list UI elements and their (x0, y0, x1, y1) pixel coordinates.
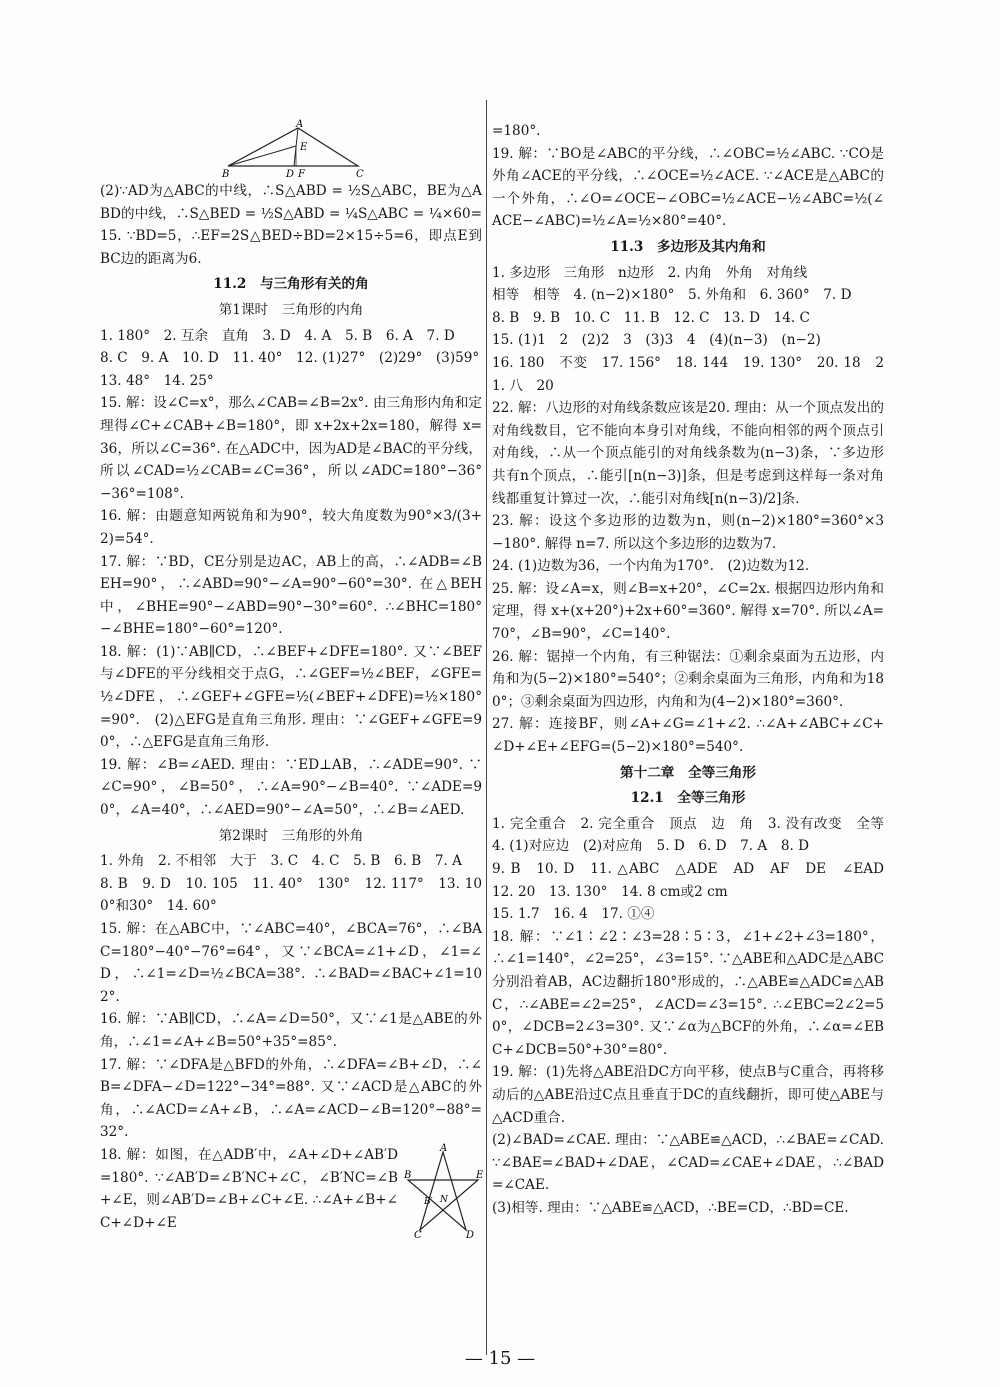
paragraph-text: 19. 解：(1)先将△ABE沿DC方向平移，使点B与C重合，再将移动后的△ABE沿过C点且垂直于DC的直线翻折，即可使△ABE与△ACD重合. (492, 1064, 884, 1126)
answer-paragraph (492, 1061, 884, 1129)
left-answers (100, 180, 484, 1241)
answer-paragraph (492, 307, 884, 330)
answer-paragraph (100, 347, 482, 370)
paragraph-text: 13. 48° 14. 25° (100, 372, 214, 389)
answer-paragraph (492, 143, 884, 233)
answer-paragraph (492, 397, 884, 510)
paragraph-text: 25. 解：设∠A=x，则∠B=x+20°，∠C=2x. 根据四边形内角和定理，得 x+(x+20°)+2x+60°=360°. 解得 x=70°. 所以∠A=70°，∠B=90°，∠C=140°. (492, 580, 884, 643)
column-divider (486, 100, 487, 1355)
answer-paragraph (100, 551, 482, 641)
svg-text:A: A (440, 1142, 448, 1154)
section-heading (100, 825, 482, 848)
section-heading (492, 787, 884, 810)
svg-text:B′: B′ (424, 1196, 433, 1207)
paragraph-text: =180°. (492, 123, 541, 139)
svg-text:C: C (414, 1229, 422, 1241)
svg-text:E: E (476, 1169, 484, 1181)
svg-text:B: B (404, 1169, 412, 1181)
svg-text:F: F (298, 169, 305, 180)
answer-paragraph (492, 120, 884, 143)
paragraph-text: 1. 多边形 三角形 n边形 2. 内角 外角 对角线 (492, 264, 808, 281)
svg-text:A: A (296, 119, 304, 130)
star-diagram (404, 1142, 484, 1241)
answer-paragraph (100, 1142, 484, 1241)
paragraph-text: 15. 解：在△ABC中，∵∠ABC=40°，∠BCA=76°，∴∠BAC=180°−40°−76°=64°，又∵∠BCA=∠1+∠D，∠1=∠D，∴∠1=∠D=½∠BCA=38°. ∴∠BAD=∠BAC+∠1=102°. (100, 921, 482, 1005)
answer-paragraph (492, 903, 884, 926)
section-heading (492, 236, 884, 259)
paragraph-text: 1. 完全重合 2. 完全重合 顶点 边 角 3. 没有改变 全等 4. (1)对应边 (2)对应角 5. D 6. D 7. A 8. D (492, 815, 898, 855)
svg-text:E: E (300, 142, 308, 153)
answer-paragraph (492, 713, 884, 758)
left-column (100, 119, 484, 1241)
paragraph-text: 19. 解：∵BO是∠ABC的平分线，∴∠OBC=½∠ABC. ∵CO是外角∠ACE的平分线，∴∠OCE=½∠ACE. ∵∠ACE是△ABC的一个外角，∴∠O=∠OCE−∠OBC=½∠ACE−½∠ABC=½(∠ACE−∠ABC)=½∠A=½×80°=40°. (492, 145, 884, 230)
paragraph-text: 17. 解：∵∠DFA是△BFD的外角，∴∠DFA=∠B+∠D，∴∠B=∠DFA−∠D=122°−34°=88°. 又∵∠ACD是△ABC的外角，∴∠ACD=∠A+∠B，∴∠A=∠ACD−∠B=120°−88°=32°. (100, 1056, 482, 1141)
answer-paragraph (492, 858, 898, 903)
answer-paragraph (100, 505, 482, 550)
paragraph-text: 8. B 9. B 10. C 11. B 12. C 13. D 14. C (492, 309, 810, 326)
svg-text:D: D (286, 169, 295, 180)
answer-paragraph (492, 926, 884, 1062)
answer-paragraph (492, 578, 884, 646)
paragraph-text: 第2课时 三角形的外角 (218, 827, 364, 844)
answer-paragraph (100, 1054, 482, 1144)
paragraph-text: 17. 解：∵BD，CE分别是边AC，AB上的高，∴∠ADB=∠BEH=90°，∴∠ABD=90°−∠A=90°−60°=30°. 在△BEH中，∠BHE=90°−∠ABD=90°−30°=60°. ∴∠BHC=180°−∠BHE=180°−60°=120°. (100, 553, 482, 638)
answer-paragraph (100, 850, 482, 873)
paragraph-text: (2)∵AD为△ABC的中线，∴S△ABD = ½S△ABC，BE为△ABD的中线，∴S△BED = ½S△ABD = ¼S△ABC = ¼×60=15. ∵BD=5，∴EF=2S△BED÷BD=2×15÷5=6，即点E到BC边的距离为6. (100, 183, 482, 267)
answer-paragraph (492, 646, 884, 714)
paragraph-text: 15. 1.7 16. 4 17. ①④ (492, 906, 655, 923)
answer-paragraph (100, 370, 482, 393)
paragraph-text: 11.3 多边形及其内角和 (610, 238, 766, 255)
answer-paragraph (100, 392, 482, 505)
section-heading (100, 299, 482, 322)
page-number: — 15 — (464, 1348, 536, 1369)
paragraph-text: 26. 解：锯掉一个内角，有三种锯法：①剩余桌面为五边形，内角和为(5−2)×180°=540°；②剩余桌面为三角形，内角和为180°；③剩余桌面为四边形，内角和为(4−2)×180°=360°. (492, 648, 884, 710)
svg-text:N: N (440, 1194, 448, 1205)
answer-paragraph (492, 284, 884, 307)
paragraph-text: 16. 解：∵AB∥CD，∴∠A=∠D=50°，又∵∠1是△ABE的外角，∴∠1=∠A+∠B=50°+35°=85°. (100, 1011, 482, 1050)
svg-text:D: D (466, 1229, 475, 1241)
answer-paragraph (100, 754, 482, 822)
answer-paragraph (492, 1197, 884, 1220)
section-heading (100, 273, 482, 296)
paragraph-text: 22. 解：八边形的对角线条数应该是20. 理由：从一个顶点发出的对角线数目，它不能向本身引对角线，不能向相邻的两个顶点引对角线，∴从一个顶点能引的对角线条数为(n−3)条，∵多边形共有n个顶点，∴能引[n(n−3)]条，但是考虑到这样每一条对角线都重复计算过一次，∴能引对角线[n(n−3)/2]条. (492, 400, 884, 507)
paragraph-text: 1. 180° 2. 互余 直角 3. D 4. A 5. B 6. A 7. D (100, 327, 455, 344)
paragraph-text: 24. (1)边数为36，一个内角为170°. (2)边数为12. (492, 558, 810, 575)
section-heading (492, 762, 884, 785)
answer-paragraph (492, 262, 884, 285)
answer-paragraph (492, 1129, 884, 1197)
paragraph-text: 8. C 9. A 10. D 11. 40° 12. (1)27° (2)29° (3)59° (100, 350, 480, 367)
paragraph-text: 第十二章 全等三角形 (620, 764, 756, 781)
answer-paragraph (100, 873, 482, 918)
answer-paragraph (492, 813, 898, 858)
svg-text:C: C (356, 169, 364, 180)
paragraph-text: 15. (1)1 2 (2)2 3 (3)3 4 (4)(n−3) (n−2) (492, 332, 821, 349)
paragraph-text: 12.1 全等三角形 (630, 790, 746, 807)
paragraph-text: (2)∠BAD=∠CAE. 理由：∵△ABE≌△ACD，∴∠BAE=∠CAD. ∵∠BAE=∠BAD+∠DAE，∠CAD=∠CAE+∠DAE，∴∠BAD=∠CAE. (492, 1132, 884, 1194)
paragraph-text: 第1课时 三角形的内角 (218, 301, 364, 318)
paragraph-text: 11.2 与三角形有关的角 (213, 276, 369, 293)
paragraph-text: 18. 解：∵∠1∶∠2∶∠3=28∶5∶3，∠1+∠2+∠3=180°，∴∠1=140°，∠2=25°，∠3=15°. ∵△ABE和△ADC是△ABC分别沿着AB，AC边翻折180°形成的，∴△ABE≌△ADC≌△ABC，∴∠ABE=∠2=25°，∠ACD=∠3=15°. ∴∠EBC=2∠2=50°，∠DCB=2∠3=30°. 又∵∠α为△BCF的外角，∴∠α=∠EBC+∠DCB=50°+30°=80°. (492, 928, 884, 1058)
svg-text:B: B (222, 169, 230, 180)
paragraph-text: 16. 180 不变 17. 156° 18. 144 19. 130° 20. 18 21. 八 20 (492, 354, 884, 394)
paragraph-text: 相等 相等 4. (n−2)×180° 5. 外角和 6. 360° 7. D (492, 287, 852, 304)
paragraph-text: 18. 解：如图，在△ADB′中，∠A+∠D+∠AB′D=180°. ∵∠AB′D=∠B′NC+∠C，∠B′NC=∠B+∠E，则∠AB′D=∠B+∠C+∠E. ∴∠A+∠B+∠C+∠D+∠E (100, 1146, 398, 1231)
paragraph-text: 27. 解：连接BF，则∠A+∠G=∠1+∠2. ∴∠A+∠ABC+∠C+∠D+∠E+∠EFG=(5−2)×180°=540°. (492, 716, 884, 756)
answer-paragraph (100, 1008, 482, 1053)
paragraph-text: (3)相等. 理由：∵△ABE≌△ACD，∴BE=CD，∴BD=CE. (492, 1199, 849, 1216)
paragraph-text: 16. 解：由题意知两锐角和为90°，较大角度数为90°×3/(3+2)=54°. (100, 508, 482, 547)
paragraph-text: 9. B 10. D 11. △ABC △ADE AD AF DE ∠EAD 12. 20 13. 130° 14. 8 cm或2 cm (492, 861, 898, 900)
right-column (492, 120, 898, 1220)
paragraph-text: 15. 解：设∠C=x°，那么∠CAB=∠B=2x°. 由三角形内角和定理得∠C+∠CAB+∠B=180°，即 x+2x+2x=180，解得 x=36，所以∠C=36°. 在△ADC中，因为AD是∠BAC的平分线，所以∠CAD=½∠CAB=∠C=36°，所以∠ADC=180°−36°−36°=108°. (100, 395, 482, 502)
paragraph-text: 19. 解：∠B=∠AED. 理由：∵ED⊥AB，∴∠ADE=90°. ∵∠C=90°，∠B=50°，∴∠A=90°−∠B=40°. ∵∠ADE=90°，∠A=40°，∴∠AED=90°−∠A=50°，∴∠B=∠AED. (100, 756, 482, 819)
answer-paragraph (100, 641, 482, 754)
triangle-figure (100, 120, 482, 178)
right-answers (492, 120, 898, 1220)
answer-paragraph (492, 510, 884, 555)
answer-paragraph (492, 555, 884, 578)
paragraph-text: 1. 外角 2. 不相邻 大于 3. C 4. C 5. B 6. B 7. A (100, 853, 462, 870)
answer-paragraph (100, 325, 482, 348)
triangle-abc-diagram (218, 120, 378, 178)
answer-paragraph (492, 352, 884, 397)
answer-paragraph (100, 918, 482, 1008)
answer-paragraph (100, 180, 482, 270)
paragraph-text: 23. 解：设这个多边形的边数为n，则(n−2)×180°=360°×3−180°. 解得 n=7. 所以这个多边形的边数为7. (492, 513, 884, 552)
answer-paragraph (492, 329, 884, 352)
paragraph-text: 18. 解：(1)∵AB∥CD，∴∠BEF+∠DFE=180°. 又∵∠BEF与∠DFE的平分线相交于点G，∴∠GEF=½∠BEF，∠GFE=½∠DFE，∴∠GEF+∠GFE=½(∠BEF+∠DFE)=½×180°=90°. (2)△EFG是直角三角形. 理由：∵∠GEF+∠GFE=90°，∴△EFG是直角三角形. (100, 643, 482, 751)
paragraph-text: 8. B 9. D 10. 105 11. 40° 130° 12. 117° 13. 100°和30° 14. 60° (100, 875, 482, 915)
